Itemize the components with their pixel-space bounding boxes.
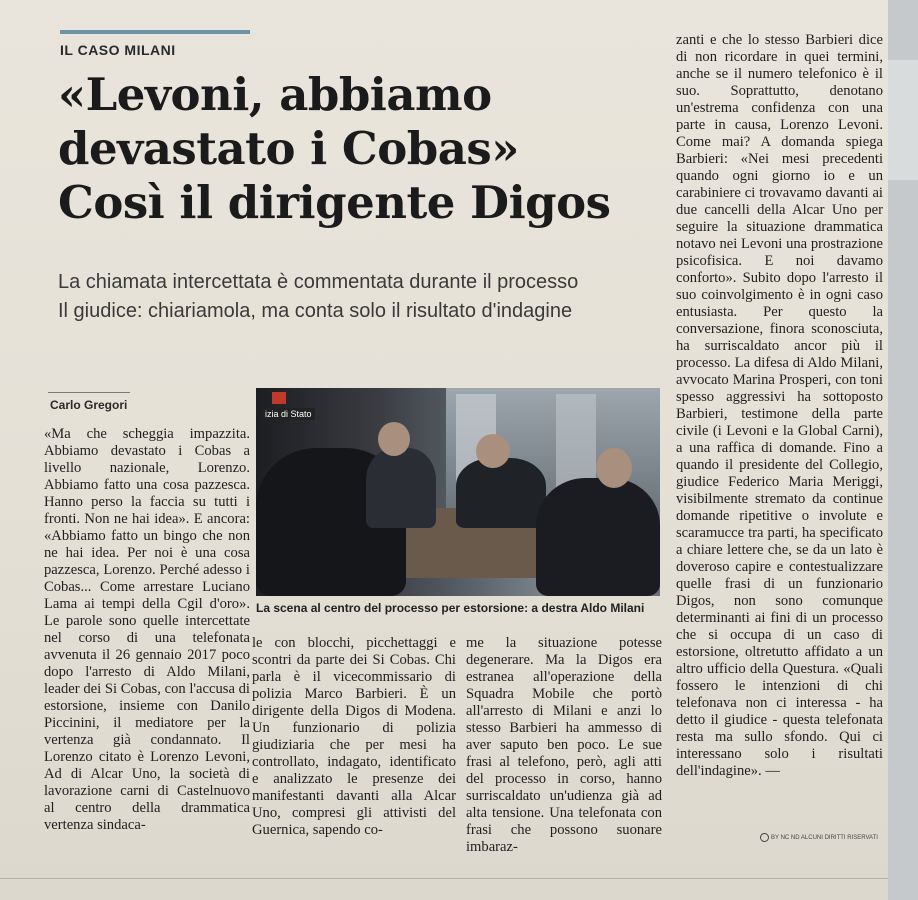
headline-line: «Levoni, abbiamo [58, 68, 492, 121]
subheadline-line: Il giudice: chiariamola, ma conta solo il risultato d'indagine [58, 300, 573, 322]
license-credit-text: BY NC ND ALCUNI DIRITTI RISERVATI [771, 835, 878, 842]
kicker-rule [60, 30, 250, 34]
photo-caption: La scena al centro del processo per estorsione: a destra Aldo Milani [256, 601, 645, 615]
photo-blurred-face [476, 434, 510, 468]
adjacent-page-edge [888, 0, 918, 900]
headline [58, 68, 658, 230]
headline-line: Così il dirigente Digos [58, 176, 611, 229]
license-credit [760, 833, 878, 842]
creative-commons-icon [760, 833, 769, 842]
kicker: IL CASO MILANI [60, 42, 176, 58]
subheadline [58, 268, 668, 326]
byline-rule [48, 392, 130, 393]
photo-person [536, 478, 660, 596]
article-column-4: zanti e che lo stesso Barbieri dice di non ricordare in quei termini, anche se il numero telefonico è il suo. Soprattutto, denotano un'estrema confidenza con una parte in causa, Lorenzo Levoni. Come mai? A domanda spiega Barbieri: «Nei mesi precedenti quando ogni giorno io e un carabiniere ci trovavamo davanti ai due cancelli della Alcar Uno per seguire la situazione drammatica notavo nei Levoni una prostrazione psicofisica. E noi davamo conforto». Subito dopo l'arresto il suo coinvolgimento è in ogni caso entusiasta. Per questo la conversazione, finora sconosciuta, ha surriscaldato ancor più il processo. La difesa di Aldo Milani, avvocato Marina Prosperi, con toni spesso aggressivi ha sottoposto Barbieri, testimone della parte civile (i Levoni e la Global Carni), a una raffica di domande. Fino a quando il presidente del Collegio, giudice Federico Maria Meriggi, visibilmente stremato da continue domande ripetitive o involute e scaramucce tra parti, ha specificato a chiare lettere che, se da un lato è doveroso capire e contestualizzare quelle frasi di un funzionario Digos, non sono comunque determinanti ai fini di un processo che si occupa di un caso di estorsione, oltretutto affidato a un altro ufficio della Questura. «Quali fossero le intenzioni di chi telefonava non ci interessa - ha detto il giudice - questa telefonata resta ma sullo sfondo. Qui ci interessano solo i risultati dell'indagine». — [676, 32, 883, 779]
photo-person [366, 448, 436, 528]
photo-person [456, 458, 546, 528]
article-column-2: le con blocchi, picchettaggi e scontri da parte dei Si Cobas. Chi parla è il vicecommissario di polizia Marco Barbieri. È un dirigente della Digos di Modena. Un funzionario di polizia giudiziaria che per mesi ha controllato, indagato, identificato e analizzato le presenze dei manifestanti davanti alla Alcar Uno, compresi gli attivisti del Guernica, sapendo co- [252, 635, 456, 838]
photo-overlay-text: izia di Stato [262, 408, 315, 420]
subheadline-line: La chiamata intercettata è commentata durante il processo [58, 271, 579, 293]
photo-blurred-face [378, 422, 410, 456]
page-divider [0, 878, 918, 879]
photo-blurred-face [596, 448, 632, 488]
article-photo [256, 388, 660, 596]
police-logo [272, 392, 286, 404]
article-column-1: «Ma che scheggia impazzita. Abbiamo devastato i Cobas a livello nazionale, Lorenzo. Abbiamo fatto una cosa pazzesca. Hanno perso la faccia su tutti i fronti. Non ne hai idea». E ancora: «Abbiamo fatto un bingo che non ne hai idea. Per noi è una cosa pazzesca, Lorenzo. Perché adesso i Cobas... Come arrestare Luciano Lama ai tempi della Cgil d'oro». Le parole sono quelle intercettate nel corso di una telefonata avvenuta il 26 gennaio 2017 poco dopo l'arresto di Aldo Milani, leader dei Si Cobas, con l'accusa di estorsione, insieme con Danilo Piccinini, il mediatore per la vertenza già condannato. Il Lorenzo citato è Lorenzo Levoni, Ad di Alcar Uno, la società di lavorazione carni di Castelnuovo al centro della drammatica vertenza sindaca- [44, 426, 250, 833]
adjacent-page-strip [888, 60, 918, 180]
headline-line: devastato i Cobas» [58, 122, 519, 175]
byline: Carlo Gregori [50, 398, 128, 412]
article-column-3: me la situazione potesse degenerare. Ma la Digos era estranea all'operazione della Squadra Mobile che portò all'arresto di Milani e anzi lo stesso Barbieri ha ammesso di aver saputo ben poco. Le sue frasi al telefono, però, agli atti del processo in corso, hanno surriscaldato un'udienza già ad alta tensione. Una telefonata con frasi che possono suonare imbaraz- [466, 635, 662, 855]
